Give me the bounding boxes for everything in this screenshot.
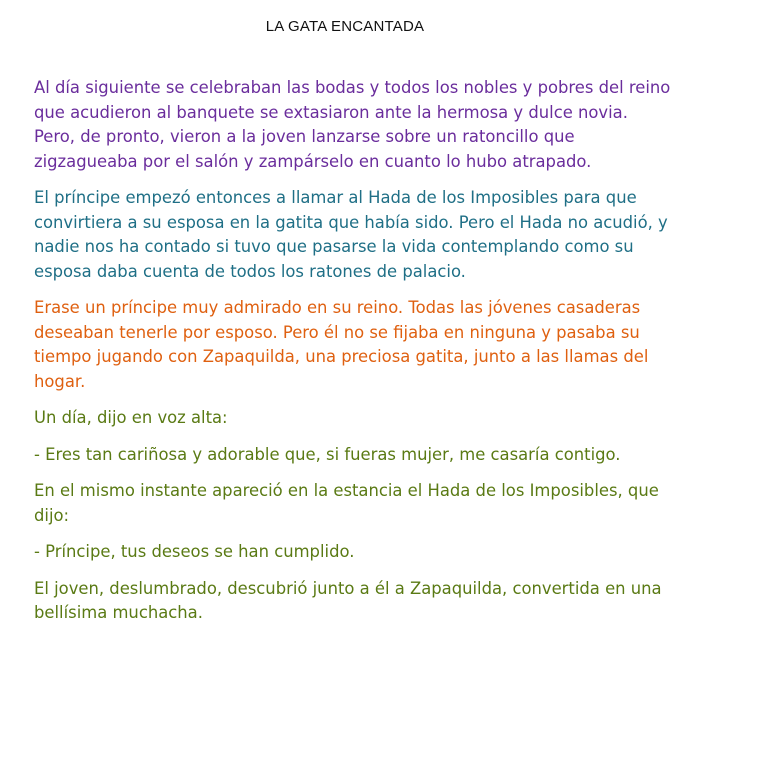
paragraph-dialogue-granted: - Príncipe, tus deseos se han cumplido. — [34, 542, 355, 561]
paragraph-wedding: Al día siguiente se celebraban las bodas y todos los nobles y pobres del reino que acudieron al banquete se extasiaron ante la hermosa y dulce novia. Pero, de pronto, vieron a la joven lanzarse sobre un ratoncillo que zigzagueaba por el salón y zampárselo en cuanto lo hubo atrapado. — [34, 78, 671, 171]
paragraph-transformation: El joven, deslumbrado, descubrió junto a él a Zapaquilda, convertida en una bellísima muchacha. — [34, 578, 662, 622]
paragraph-one-day: Un día, dijo en voz alta: — [34, 408, 228, 427]
paragraph-once-upon: Erase un príncipe muy admirado en su reino. Todas las jóvenes casaderas deseaban tenerle por esposo. Pero él no se fijaba en ninguna y pasaba su tiempo jugando con Zapaquilda, una preciosa gatita, junto a las llamas del hogar. — [34, 298, 649, 391]
paragraph-prince-calls-fairy: El príncipe empezó entonces a llamar al Hada de los Imposibles para que convirtiera a su esposa en la gatita que había sido. Pero el Hada no acudió, y nadie nos ha contado si tuvo que pasarse la vida contemplando como su esposa daba cuenta de todos los ratones de palacio. — [34, 188, 668, 281]
paragraph-dialogue-wish: - Eres tan cariñosa y adorable que, si fueras mujer, me casaría contigo. — [34, 444, 621, 464]
document-title: LA GATA ENCANTADA — [265, 18, 425, 35]
document-body — [34, 76, 674, 638]
paragraph-fairy-appears: En el mismo instante apareció en la estancia el Hada de los Imposibles, que dijo: — [34, 481, 659, 525]
